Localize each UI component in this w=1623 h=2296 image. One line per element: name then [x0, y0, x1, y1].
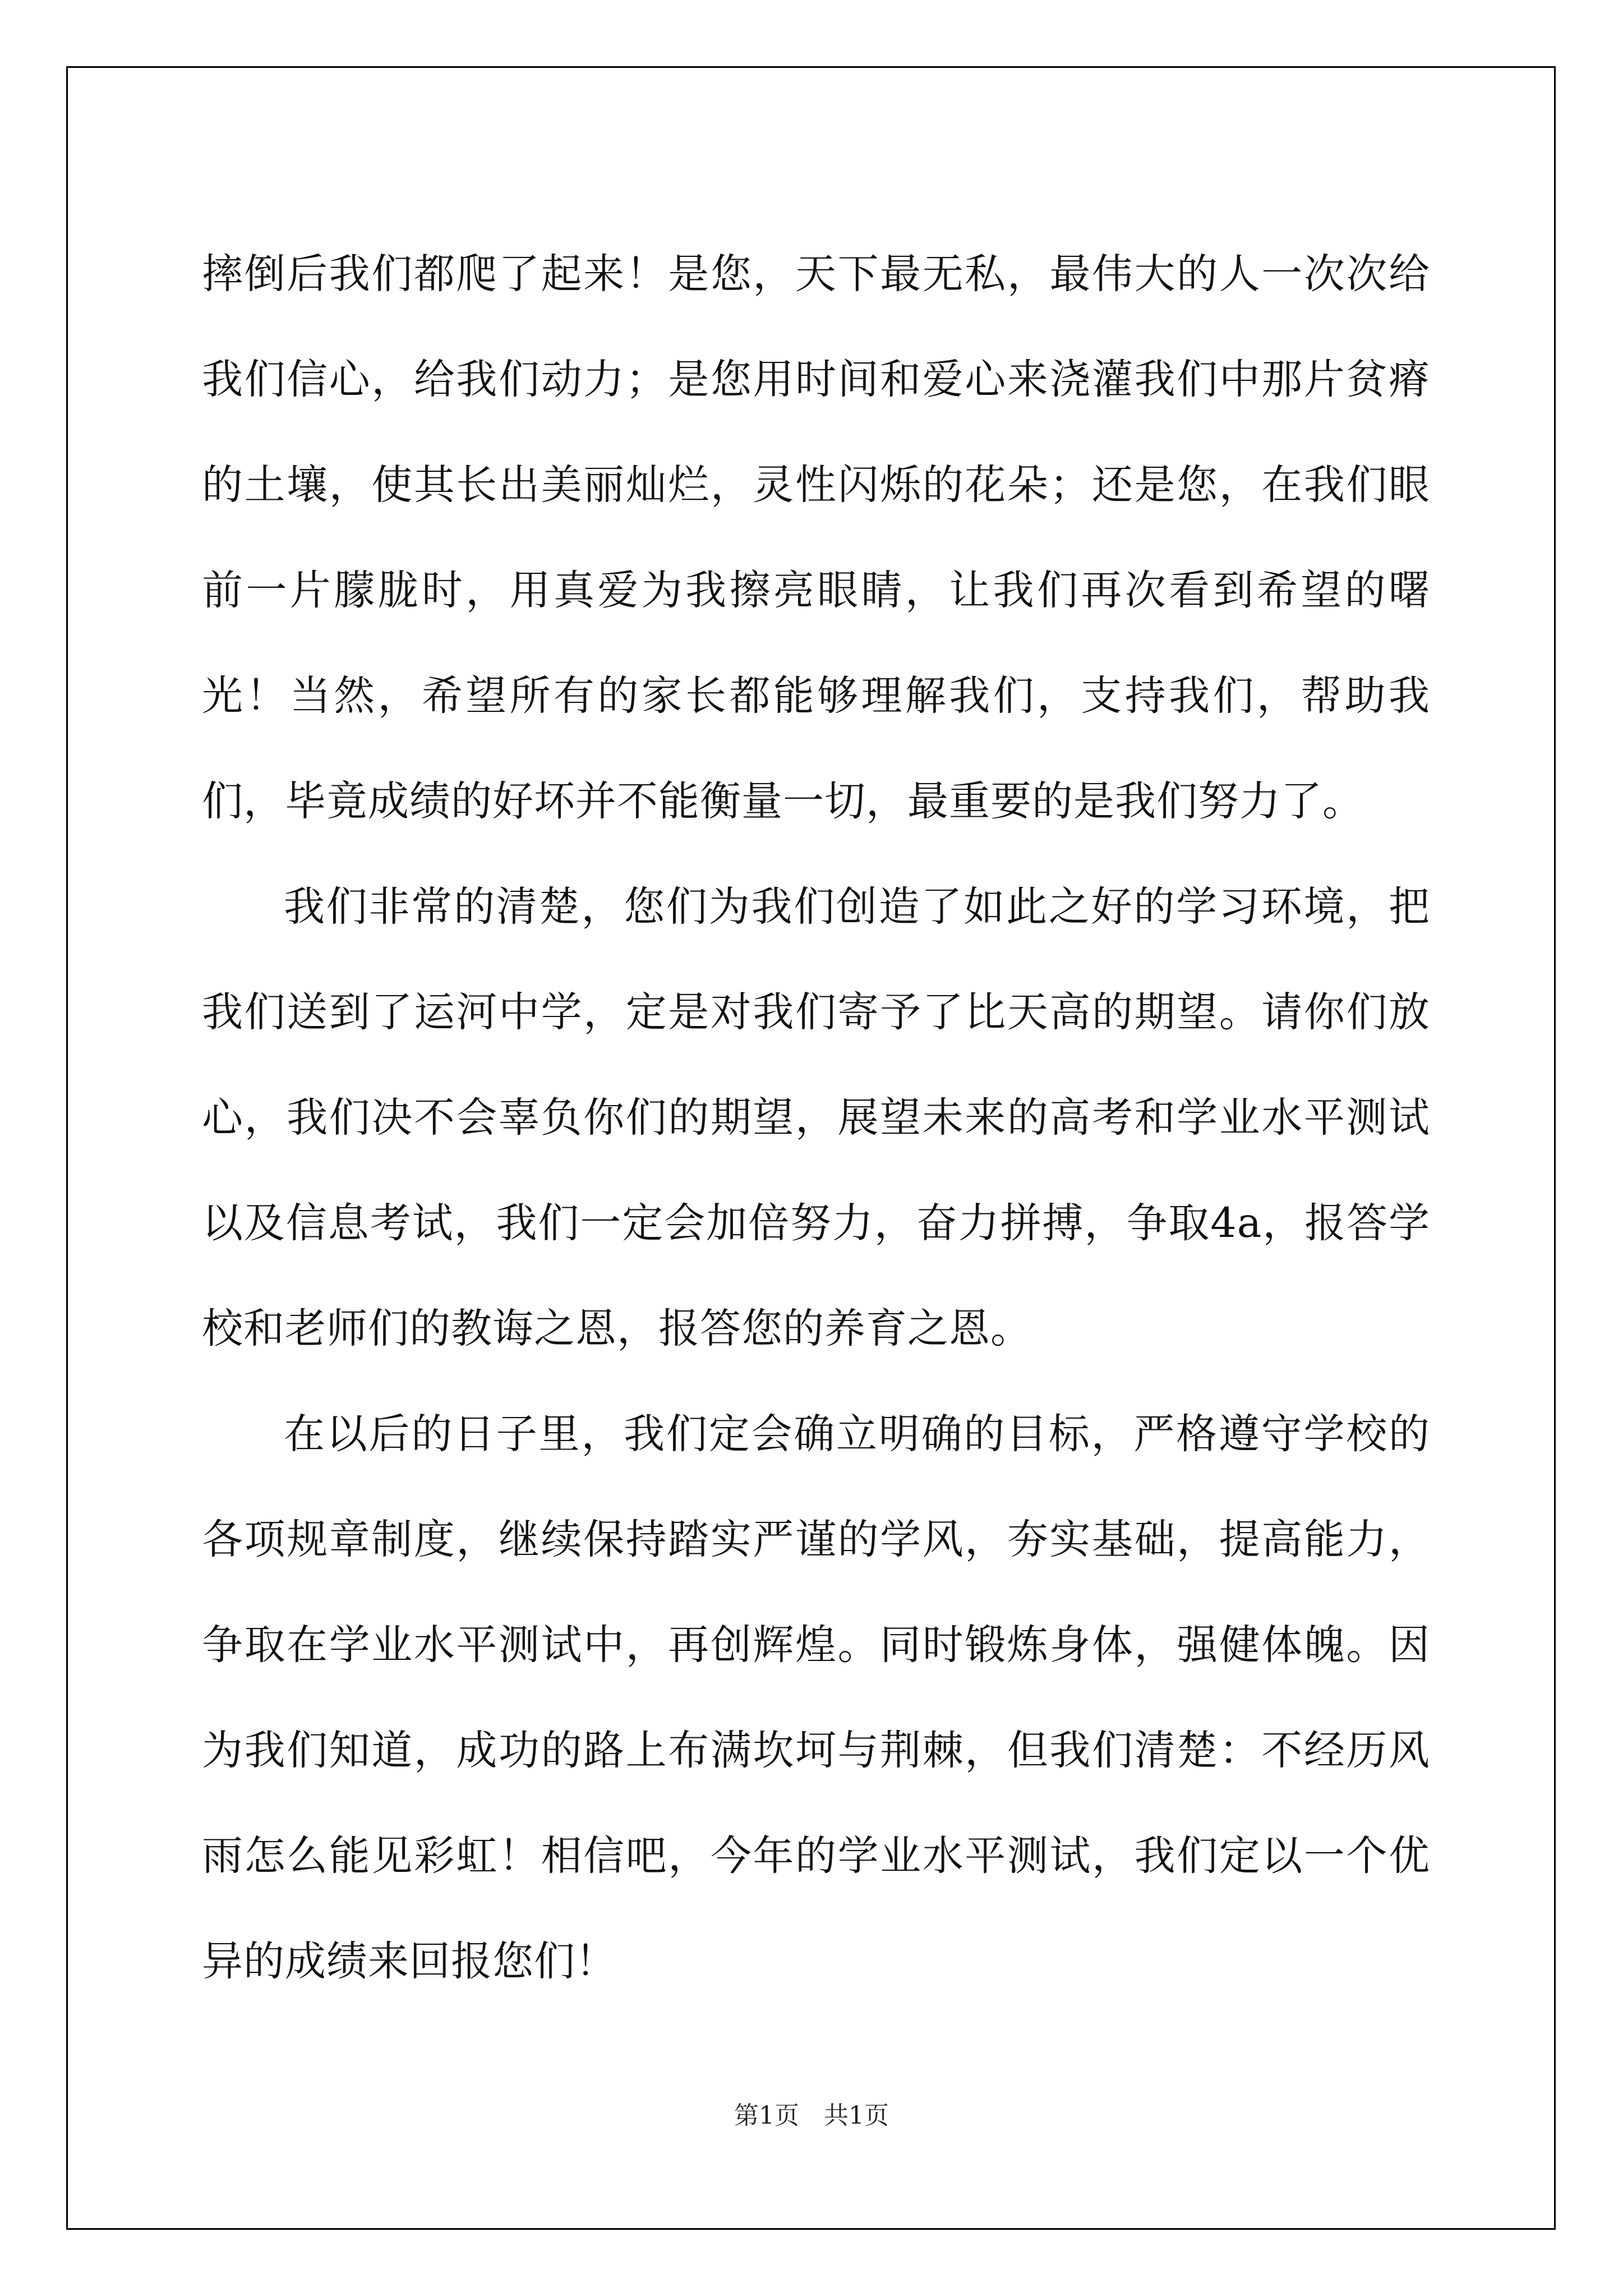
paragraph-1: 摔倒后我们都爬了起来！是您，天下最无私，最伟大的人一次次给我们信心，给我们动力；是您用时间和爱心来浇灌我们中那片贫瘠的土壤，使其长出美丽灿烂，灵性闪烁的花朵；还是您，在我们眼前一片朦胧时，用真爱为我擦亮眼睛，让我们再次看到希望的曙光！当然，希望所有的家长都能够理解我们，支持我们，帮助我们，毕竟成绩的好坏并不能衡量一切，最重要的是我们努力了。 [202, 250, 1430, 825]
document-body [202, 222, 1430, 2014]
paragraph-2: 我们非常的清楚，您们为我们创造了如此之好的学习环境，把我们送到了运河中学，定是对我们寄予了比天高的期望。请你们放心，我们决不会辜负你们的期望，展望未来的高考和学业水平测试以及信息考试，我们一定会加倍努力，奋力拼搏，争取4a，报答学校和老师们的教诲之恩，报答您的养育之恩。 [202, 883, 1430, 1352]
page-number-footer: 第1页 共1页 [734, 2101, 889, 2130]
paragraph-3: 在以后的日子里，我们定会确立明确的目标，严格遵守学校的各项规章制度，继续保持踏实严谨的学风，夯实基础，提高能力，争取在学业水平测试中，再创辉煌。同时锻炼身体，强健体魄。因为我们知道，成功的路上布满坎坷与荆棘，但我们清楚：不经历风雨怎么能见彩虹！相信吧，今年的学业水平测试，我们定以一个优异的成绩来回报您们！ [202, 1410, 1430, 1985]
